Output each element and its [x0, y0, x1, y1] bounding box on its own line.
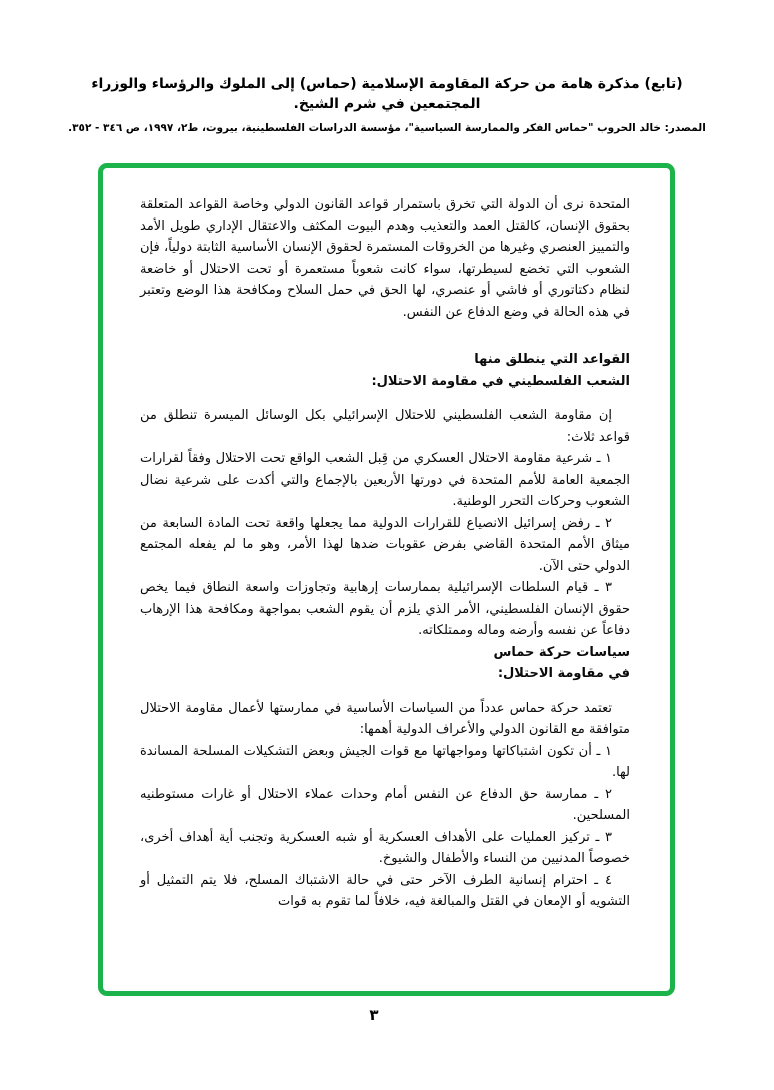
section-heading: الشعب الفلسطيني في مقاومة الاحتلال: [371, 373, 630, 389]
body-paragraph: إن مقاومة الشعب الفلسطيني للاحتلال الإسرائيلي بكل الوسائل الميسرة تنطلق من قواعد ثلاث: [140, 408, 630, 445]
list-item: ٣ ـ قيام السلطات الإسرائيلية بممارسات إرهابية وتجاوزات واسعة النطاق فيما يخص حقوق الإنسان الفلسطيني، الأمر الذي يلزم أن يقوم الشعب بمواجهة ومكافحة هذا الإرهاب دفاعاً عن نفسه وأرضه وماله وممتلكاته. [140, 580, 630, 638]
list-item: ٢ ـ رفض إسرائيل الانصياع للقرارات الدولية مما يجعلها واقعة تحت المادة السابعة من ميثاق الأمم المتحدة القاضي بفرض عقوبات ضدها لهذا الأمر، وهو ما لم يفعله المجتمع الدولي حتى الآن. [140, 515, 630, 574]
body-paragraph: تعتمد حركة حماس عدداً من السياسات الأساسية في ممارستها لأعمال مقاومة الاحتلال متوافقة مع القانون الدولي والأعراف الدولية أهمها: [140, 700, 630, 737]
section-heading: في مقاومة الاحتلال: [497, 666, 630, 681]
section-heading: القواعد التي ينطلق منها [474, 352, 630, 367]
document-frame [98, 163, 675, 996]
list-item: ٢ ـ ممارسة حق الدفاع عن النفس أمام وحدات عملاء الاحتلال أو غارات مستوطنيه المسلحين. [140, 786, 630, 823]
document-title: (تابع) مذكرة هامة من حركة المقاومة الإسلامية (حماس) إلى الملوك والرؤساء والوزراء المجتمعين في شرم الشيخ. [91, 76, 683, 112]
section-heading: سياسات حركة حماس [493, 644, 630, 660]
list-item: ٤ ـ احترام إنسانية الطرف الآخر حتى في حالة الاشتباك المسلح، فلا يتم التمثيل أو التشويه أو الإمعان في القتل والمبالغة فيه، خلافاً لما تقوم به قوات [140, 872, 630, 909]
list-item: ١ ـ شرعية مقاومة الاحتلال العسكري من قِبل الشعب الواقع تحت الاحتلال وفقاً لقرارات الجمعية العامة للأمم المتحدة في دورتها الأربعين بالإجماع والتي أكدت على شرعية نضال الشعوب وحركات التحرر الوطنية. [140, 451, 630, 509]
document-body [140, 194, 630, 913]
page-number: ٣ [369, 1006, 379, 1024]
body-paragraph: المتحدة نرى أن الدولة التي تخرق باستمرار قواعد القانون الدولي وخاصة القواعد المتعلقة بحقوق الإنسان، كالقتل العمد والتعذيب وهدم البيوت المكثف والاعتقال الإداري طويل الأمد والتمييز العنصري وغيرها من الخروقات المستمرة لحقوق الإنسان الأساسية الثابتة دولياً، فإن الشعوب التي تخضع لسيطرتها، سواء كانت شعوباً مستعمرة أو تحت الاحتلال أو خاضعة لنظام دكتاتوري أو فاشي أو عنصري، لها الحق في حمل السلاح ومكافحة هذا الوضع وتعتبر في هذه الحالة في وضع الدفاع عن النفس. [140, 197, 630, 320]
document-source-citation: المصدر: خالد الحروب "حماس الفكر والممارسة السياسية"، مؤسسة الدراسات الفلسطينية، بيروت، ط٢، ١٩٩٧، ص ٣٤٦ - ٣٥٢. [68, 122, 706, 134]
list-item: ٣ ـ تركيز العمليات على الأهداف العسكرية أو شبه العسكرية وتجنب أية أهداف أخرى، خصوصاً المدنيين من النساء والأطفال والشيوخ. [140, 829, 630, 866]
document-header [58, 74, 716, 134]
list-item: ١ ـ أن تكون اشتباكاتها ومواجهاتها مع قوات الجيش وبعض التشكيلات المسلحة المساندة لها. [140, 743, 630, 780]
